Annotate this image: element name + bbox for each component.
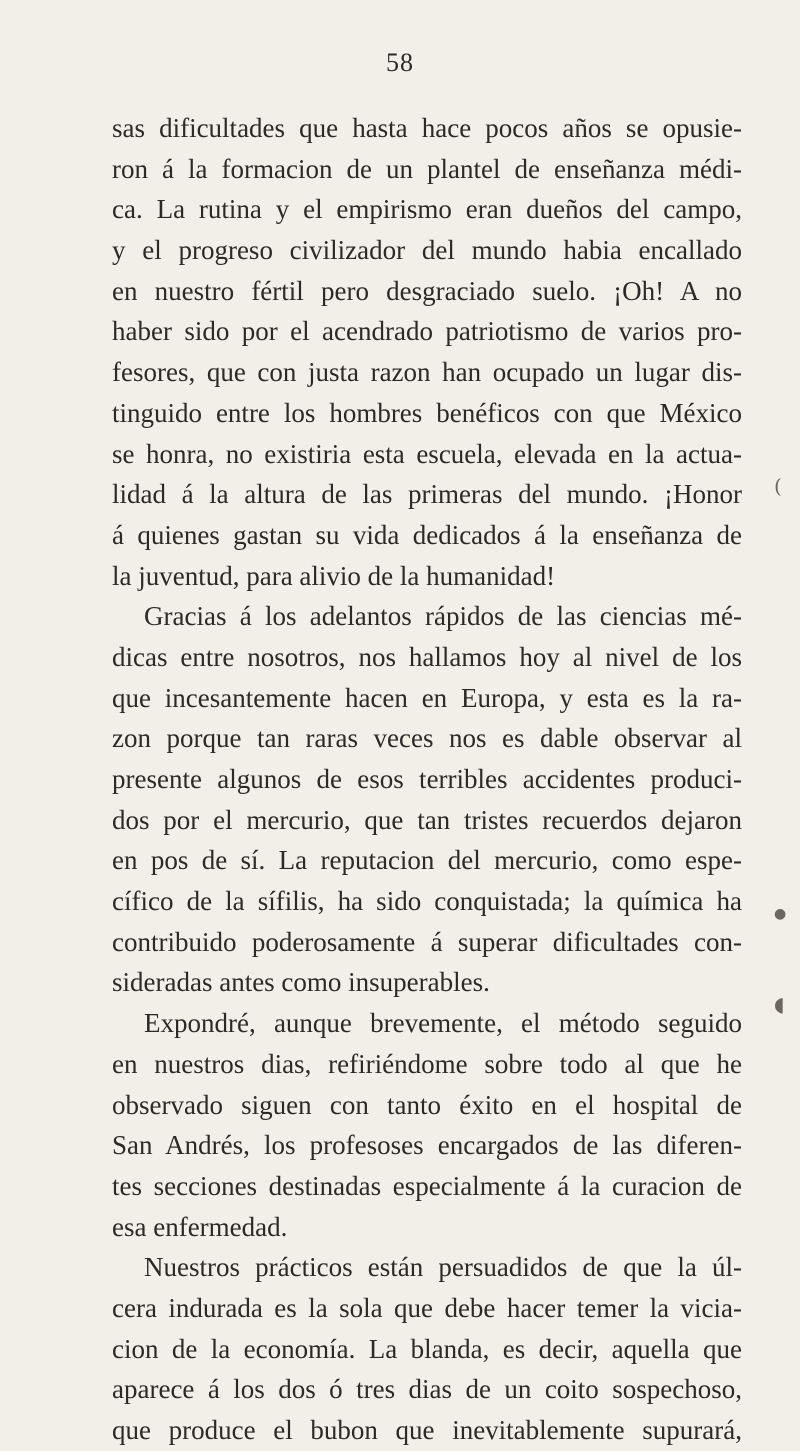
text-line: en nuestro fértil pero desgraciado suelo. ¡Oh! A no (112, 275, 742, 306)
text-line: sas dificultades que hasta hace pocos años se opusie- (112, 113, 742, 143)
text-line: ron á la formacion de un plantel de enseñanza médi- (112, 153, 742, 184)
text-line: cion de la economía. La blanda, es decir, aquella que (112, 1333, 742, 1364)
text-line: sideradas antes como insuperables. (112, 967, 490, 998)
text-line: en nuestros dias, refiriéndome sobre todo al que he (112, 1048, 742, 1079)
bleed-through-mark: ● (774, 906, 787, 922)
text-line: y el progreso civilizador del mundo habia encallado (112, 235, 742, 266)
text-line: haber sido por el acendrado patriotismo de varios pro- (112, 316, 742, 347)
text-line: cera indurada es la sola que debe hacer temer la vicia- (112, 1292, 742, 1323)
text-line: la juventud, para alivio de la humanidad! (112, 560, 556, 591)
body-text (112, 108, 742, 1451)
text-line: en pos de sí. La reputacion del mercurio, como espe- (112, 845, 742, 876)
text-line: aparece á los dos ó tres dias de un coito sospechoso, (112, 1374, 742, 1405)
text-line: Expondré, aunque brevemente, el método seguido (144, 1008, 742, 1039)
text-line: á quienes gastan su vida dedicados á la enseñanza de (112, 519, 742, 550)
text-line: contribuido poderosamente á superar dificultades con- (112, 926, 742, 957)
text-line: observado siguen con tanto éxito en el hospital de (112, 1089, 742, 1120)
text-line: ca. La rutina y el empirismo eran dueños del campo, (112, 194, 742, 225)
text-line: fesores, que con justa razon han ocupado un lugar dis- (112, 357, 742, 388)
text-line: que incesantemente hacen en Europa, y esta es la ra- (112, 682, 742, 713)
page-number: 58 (386, 48, 414, 77)
text-line: se honra, no existiria esta escuela, elevada en la actua- (112, 438, 742, 469)
bleed-through-mark: ( (774, 474, 782, 498)
text-line: tes secciones destinadas especialmente á la curacion de (112, 1170, 742, 1201)
text-line: presente algunos de esos terribles accidentes produci- (112, 764, 742, 794)
text-line: Nuestros prácticos están persuadidos de que la úl- (144, 1252, 742, 1283)
text-line: tinguido entre los hombres benéficos con que México (112, 397, 742, 428)
text-line: que produce el bubon que inevitablemente supurará, (112, 1415, 742, 1445)
text-line: dicas entre nosotros, nos hallamos hoy al nivel de los (112, 641, 742, 672)
text-line: cífico de la sífilis, ha sido conquistada; la química ha (112, 886, 742, 917)
text-line: zon porque tan raras veces nos es dable observar al (112, 723, 742, 754)
text-line: San Andrés, los profesoses encargados de las diferen- (112, 1130, 742, 1161)
bleed-through-mark: ◖ (774, 992, 785, 1016)
text-line: dos por el mercurio, que tan tristes recuerdos dejaron (112, 804, 742, 835)
text-line: lidad á la altura de las primeras del mundo. ¡Honor (112, 479, 742, 510)
text-line: Gracias á los adelantos rápidos de las ciencias mé- (144, 601, 742, 632)
text-line: esa enfermedad. (112, 1211, 288, 1242)
